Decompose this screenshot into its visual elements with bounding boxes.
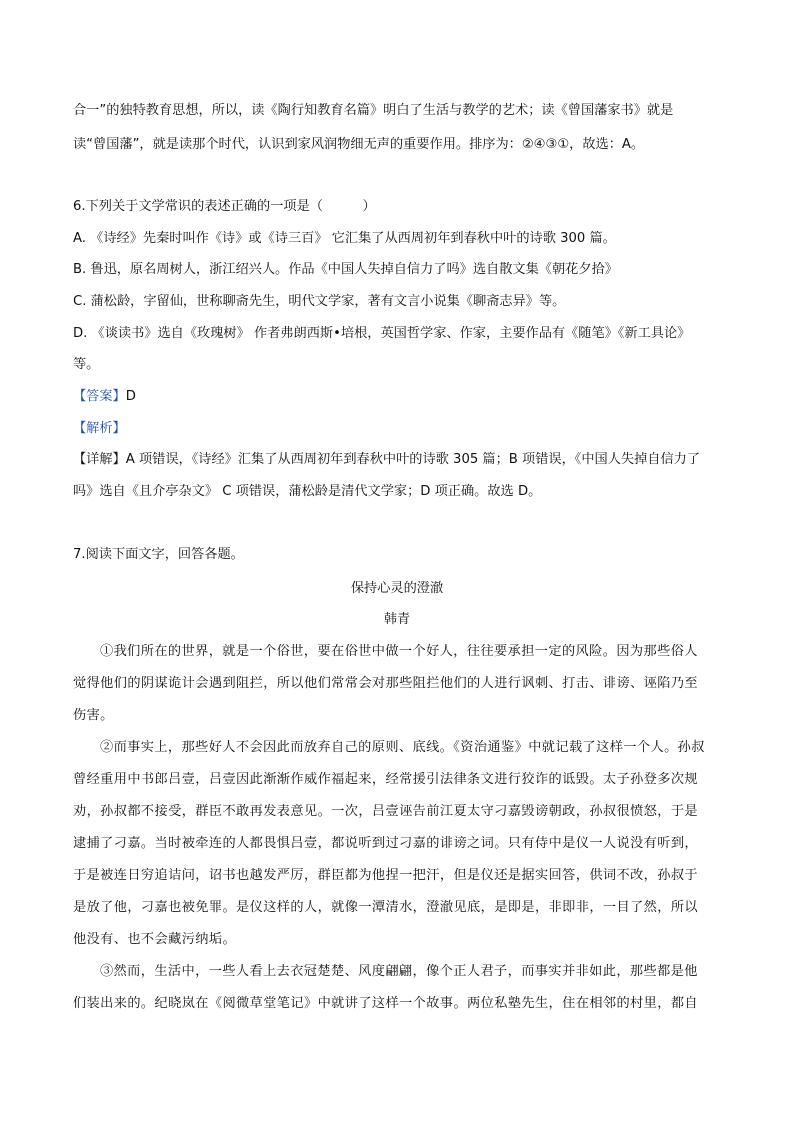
- para-2-line-3: 劝，孙叔都不接受，群臣不敢再发表意见。一次，吕壹诬告前江夏太守刁嘉毁谤朝政，孙叔很愤怒，于是: [73, 804, 699, 819]
- q6-stem: 6.下列关于文学常识的表述正确的一项是（ ）: [73, 199, 376, 214]
- para-2-line-1: ②而事实上，那些好人不会因此而放弃自己的原则、底线。《资治通鉴》中就记载了这样一个人。孙叔: [100, 740, 705, 755]
- q5-explanation-line-2: 读“曾国藩”，就是读那个时代，认识到家风润物细无声的重要作用。排序为：②④③①，故选：A。: [73, 137, 645, 152]
- q6-detail-line-2: 吗》选自《且介亭杂文》 C 项错误，蒲松龄是清代文学家；D 项正确。故选 D。: [73, 484, 542, 499]
- answer-value: D: [125, 389, 136, 404]
- q5-explanation-line-1: 合一”的独特教育思想，所以，读《陶行知教育名篇》明白了生活与教学的艺术；读《曾国藩家书》就是: [73, 103, 674, 118]
- q6-option-d-line-2: 等。: [73, 357, 100, 372]
- para-2-line-2: 曾经重用中书郎吕壹，吕壹因此渐渐作威作福起来，经常援引法律条文进行狡诈的诋毁。太子孙登多次规: [73, 772, 699, 787]
- para-1-line-2: 觉得他们的阴谋诡计会遇到阻拦，所以他们常常会对那些阻拦他们的人进行讽刺、打击、诽谤、诬陷乃至: [73, 676, 699, 691]
- para-2-line-7: 他没有、也不会藏污纳垢。: [73, 932, 237, 947]
- answer-tag: 【答案】: [73, 389, 126, 404]
- q6-option-b: B. 鲁迅，原名周树人，浙江绍兴人。作品《中国人失掉自信力了吗》选自散文集《朝花夕拾》: [73, 262, 618, 277]
- q6-option-c: C. 蒲松龄，字留仙，世称聊斋先生，明代文学家，著有文言小说集《聊斋志异》等。: [73, 294, 566, 309]
- para-2-line-5: 于是被连日穷追诘问，诏书也越发严厉，群臣都为他捏一把汗，但是仪还是据实回答，供词不改，孙叔于: [73, 868, 699, 883]
- q6-option-a: A. 《诗经》先秦时叫作《诗》或《诗三百》 它汇集了从西周初年到春秋中叶的诗歌 300 篇。: [73, 231, 616, 246]
- q6-answer: [73, 387, 733, 407]
- para-1-line-1: ①我们所在的世界，就是一个俗世，要在俗世中做一个好人，往往要承担一定的风险。因为那些俗人: [100, 644, 698, 659]
- para-3-line-2: 们装出来的。纪晓岚在《阅微草堂笔记》中就讲了这样一个故事。两位私塾先生，住在相邻的村里，都自: [73, 996, 699, 1011]
- article-title: 保持心灵的澄澈: [350, 581, 444, 596]
- detail-text-1: A 项错误，《诗经》汇集了从西周初年到春秋中叶的诗歌 305 篇；B 项错误，《中国人失掉自信力了: [125, 452, 701, 467]
- para-3-line-1: ③然而，生活中，一些人看上去衣冠楚楚、风度翩翩，像个正人君子，而事实并非如此，那些都是他: [100, 964, 698, 979]
- article-author: 韩青: [383, 612, 411, 627]
- q6-detail-line-1: [73, 450, 733, 470]
- q6-option-d-line-1: D. 《谈读书》选自《玫瑰树》 作者弗朗西斯•培根，英国哲学家、作家，主要作品有《随笔》《新工具论》: [73, 326, 691, 341]
- para-2-line-6: 是放了他，刁嘉也被免罪。是仪这样的人，就像一潭清水，澄澈见底，是即是，非即非，一目了然，所以: [73, 900, 699, 915]
- para-1-line-3: 伤害。: [73, 708, 114, 723]
- q7-stem: 7.阅读下面文字，回答各题。: [73, 547, 244, 562]
- analysis-tag: 【解析】: [73, 421, 126, 436]
- detail-tag: 【详解】: [73, 452, 126, 467]
- para-2-line-4: 逮捕了刁嘉。当时被牵连的人都畏惧吕壹，都说听到过刁嘉的诽谤之词。只有侍中是仪一人说没有听到，: [73, 836, 699, 851]
- q6-analysis-heading: [73, 419, 733, 439]
